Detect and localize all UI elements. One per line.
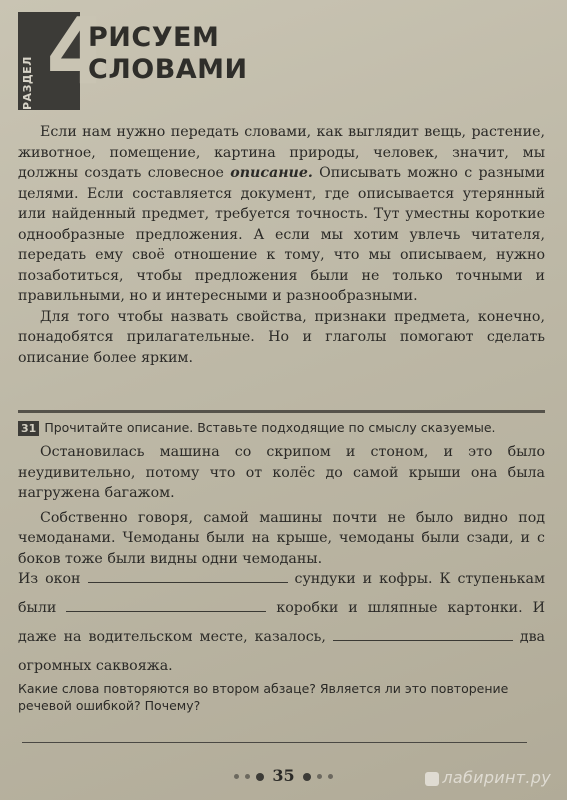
footer-dot-icon xyxy=(245,774,250,779)
intro-paragraph-2: Для того чтобы назвать свойства, признаки предмета, конечно, понадобятся прилагательные. Но и глаголы помогают сделать описание более ярким. xyxy=(18,308,545,366)
section-label: РАЗДЕЛ xyxy=(21,56,34,110)
fill-text-2: сундуки и кофры. К ступенькам были xyxy=(18,571,545,616)
fill-paragraph xyxy=(18,565,545,681)
fill-text-1: Из окон xyxy=(18,571,81,587)
footer-dot-icon xyxy=(303,773,311,781)
title-line-1: РИСУЕМ xyxy=(88,22,220,53)
intro-text-part-1: Если нам нужно передать словами, как выглядит вещь, растение, животное, помещение, картина природы, человек, значит, мы должны создать словесное xyxy=(18,124,545,181)
section-title xyxy=(88,22,248,86)
intro-text-part-2: Описывать можно с разными целями. Если составляется документ, где описывается утерянный или найденный предмет, требуется точность. Тут уместны короткие однообразные предложения. А если мы хотим увлечь читателя, передать ему своё отношение к тому, что мы описываем, нужно позаботиться, чтобы предложения были не только точными и правильными, но и интересными и разнообразными. xyxy=(18,165,545,304)
section-bar xyxy=(18,12,40,110)
footer-dot-icon xyxy=(256,773,264,781)
intro-paragraph-1 xyxy=(18,122,545,307)
question-text: Какие слова повторяются во втором абзаце? Является ли это повторение речевой ошибкой? Почему? xyxy=(18,681,509,713)
footer-dot-icon xyxy=(234,774,239,779)
fill-text-3: коробки и шляпные картонки. И даже на водительском месте, казалось, xyxy=(18,600,546,645)
fill-in-exercise xyxy=(18,565,545,681)
section-divider xyxy=(18,410,545,413)
watermark xyxy=(425,768,551,787)
exercise-paragraph-2: Собственно говоря, самой машины почти не было видно под чемоданами. Чемоданы были на крыше, чемоданы были сзади, и с боков тоже были видны одни чемоданы. xyxy=(18,509,545,567)
answer-line[interactable] xyxy=(22,742,527,743)
watermark-text: лабиринт.ру xyxy=(442,768,551,787)
task-number: 31 xyxy=(18,421,39,436)
section-number: 4 xyxy=(46,0,111,105)
footer-dot-icon xyxy=(328,774,333,779)
fill-text-4: два огромных саквояжа. xyxy=(18,629,546,674)
page-number: 35 xyxy=(272,766,295,785)
footer-dot-icon xyxy=(317,774,322,779)
exercise-text xyxy=(18,442,545,573)
title-line-2: СЛОВАМИ xyxy=(88,54,248,85)
task-header xyxy=(18,420,545,436)
blank-line-1[interactable] xyxy=(88,570,288,583)
intro-text xyxy=(18,122,545,368)
watermark-logo-icon xyxy=(425,772,439,786)
exercise-paragraph-1: Остановилась машина со скрипом и стоном, и это было неудивительно, потому что от колёс до самой крыши она была нагружена багажом. xyxy=(18,444,545,501)
blank-line-2[interactable] xyxy=(66,599,266,612)
term-emphasis: описание. xyxy=(230,165,313,181)
task-instruction: Прочитайте описание. Вставьте подходящие по смыслу сказуемые. xyxy=(44,420,496,435)
section-number-box xyxy=(40,0,111,110)
blank-line-3[interactable] xyxy=(333,628,513,641)
